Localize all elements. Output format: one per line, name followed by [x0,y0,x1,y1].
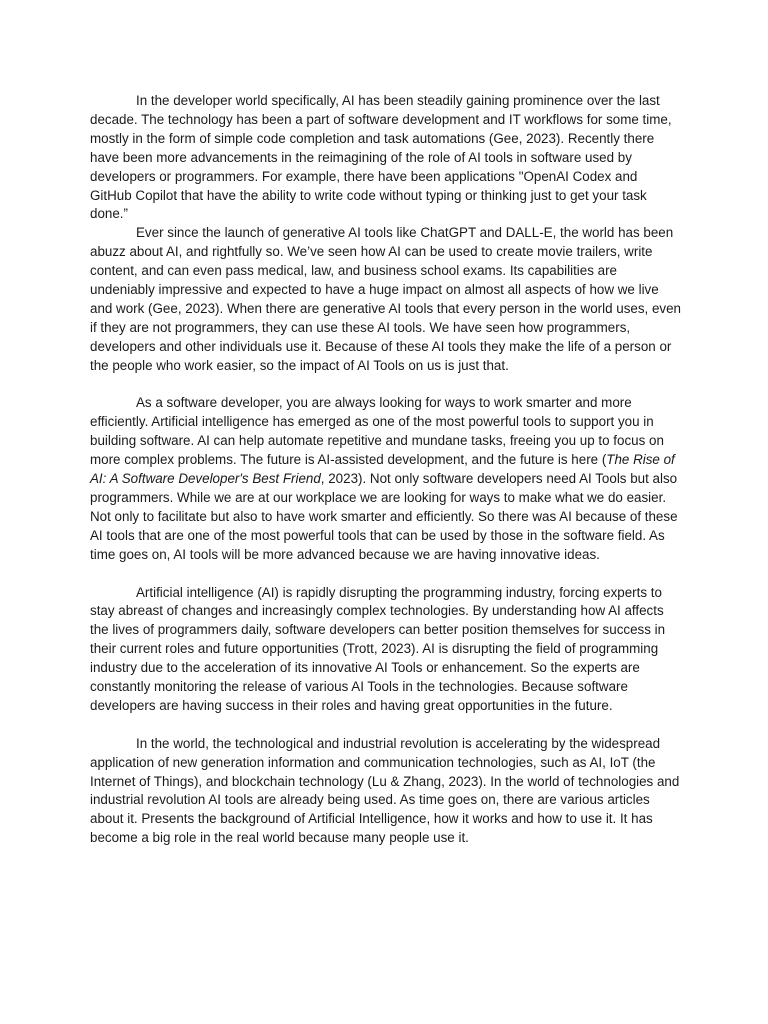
paragraph-spacer [90,565,682,584]
paragraph-spacer [90,376,682,395]
paragraph-3-text-b: , 2023). Not only software developers need AI Tools but also programmers. While we are at our workplace we are looking for ways to make what we do easier. Not only to facilitate but also to have work smarter and efficiently. So there was AI because of these AI tools that are one of the most powerful tools that can be used by those in the software field. As time goes on, AI tools will be more advanced because we are having innovative ideas. [90,471,678,562]
paragraph-3 [90,394,682,564]
paragraph-3-text-a: As a software developer, you are always looking for ways to work smarter and more efficiently. Artificial intelligence has emerged as one of the most powerful tools to support you in building software. AI can help automate repetitive and mundane tasks, freeing you up to focus on more complex problems. The future is AI-assisted development, and the future is here ( [90,395,664,468]
paragraph-5: In the world, the technological and industrial revolution is accelerating by the widespread application of new generation information and communication technologies, such as AI, IoT (the Internet of Things), and blockchain technology (Lu & Zhang, 2023). In the world of technologies and industrial revolution AI tools are already being used. As time goes on, there are various articles about it. Presents the background of Artificial Intelligence, how it works and how to use it. It has become a big role in the real world because many people use it. [90,735,680,846]
paragraph-1: In the developer world specifically, AI has been steadily gaining prominence over the last decade. The technology has been a part of software development and IT workflows for some time, mostly in the form of simple code completion and task automations (Gee, 2023). Recently there have been more advancements in the reimagining of the role of AI tools in software used by developers or programmers. For example, there have been applications "OpenAI Codex and GitHub Copilot that have the ability to write code without typing or thinking just to get your task done.” [90,93,672,222]
paragraph-2: Ever since the launch of generative AI tools like ChatGPT and DALL-E, the world has been abuzz about AI, and rightfully so. We’ve seen how AI can be used to create movie trailers, write content, and can even pass medical, law, and business school exams. Its capabilities are undeniably impressive and expected to have a huge impact on almost all aspects of how we live and work (Gee, 2023). When there are generative AI tools that every person in the world uses, even if they are not programmers, they can use these AI tools. We have seen how programmers, developers and other individuals use it. Because of these AI tools they make the life of a person or the people who work easier, so the impact of AI Tools on us is just that. [90,225,682,373]
document-body [90,92,682,848]
paragraph-3-citation-title: The Rise of AI: A Software Developer's Best Friend [90,452,675,487]
paragraph-spacer [90,716,682,735]
paragraph-4: Artificial intelligence (AI) is rapidly disrupting the programming industry, forcing experts to stay abreast of changes and increasingly complex technologies. By understanding how AI affects the lives of programmers daily, software developers can better position themselves for success in their current roles and future opportunities (Trott, 2023). AI is disrupting the field of programming industry due to the acceleration of its innovative AI Tools or enhancement. So the experts are constantly monitoring the release of various AI Tools in the technologies. Because software developers are having success in their roles and having great opportunities in the future. [90,584,666,713]
